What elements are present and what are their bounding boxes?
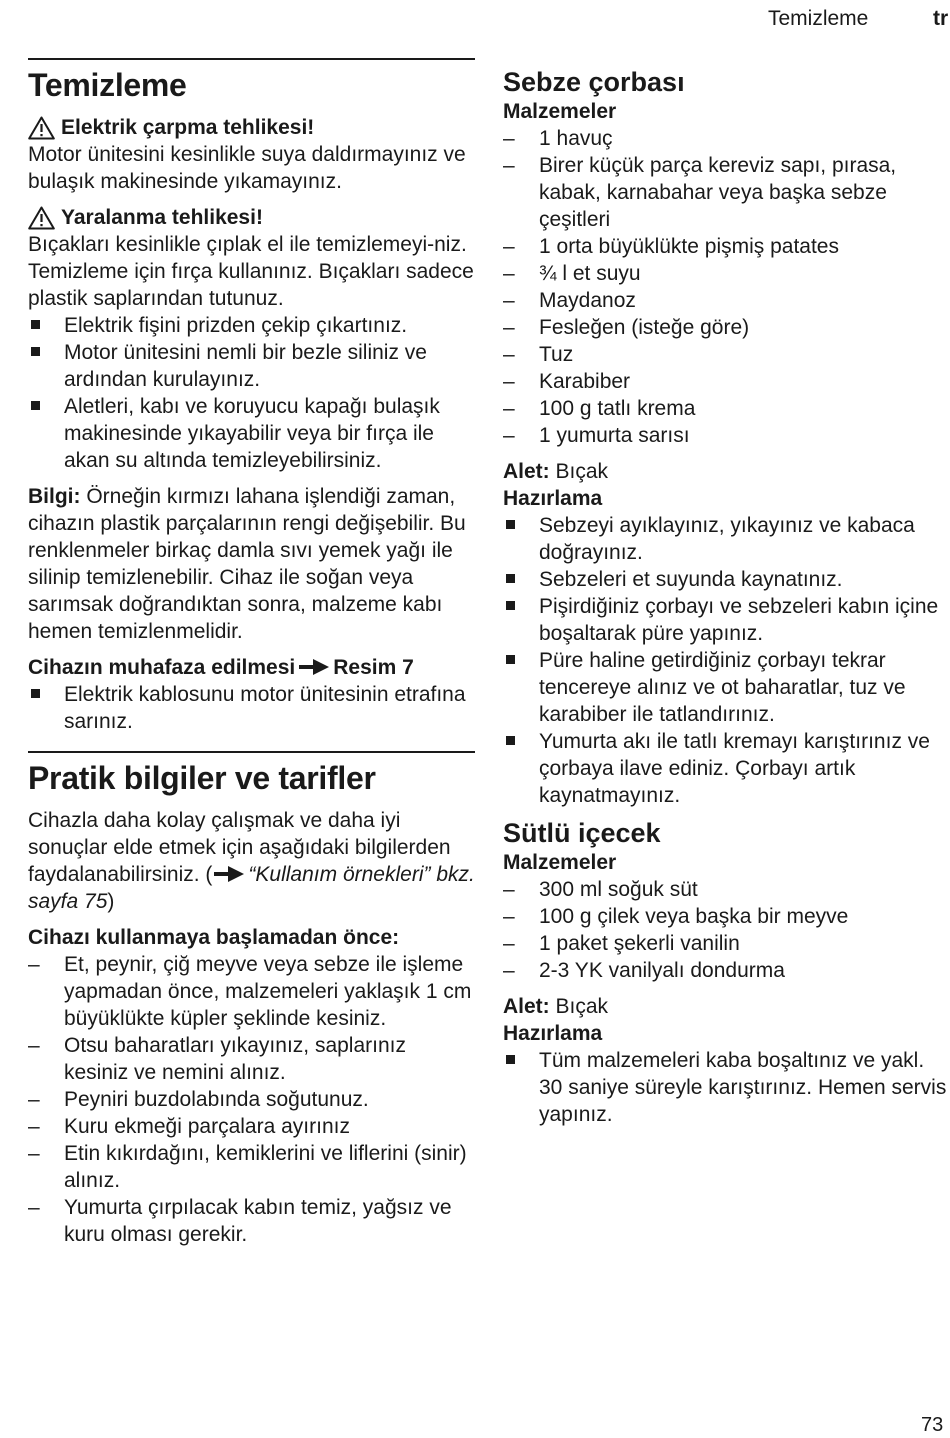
milk-drink-title: Sütlü içecek — [503, 818, 661, 848]
electric-shock-warning — [28, 114, 475, 141]
square-bullet-icon — [506, 601, 515, 610]
list-item: Elektrik fişini prizden çekip çıkartınız. — [28, 312, 475, 339]
storage-steps-list — [28, 681, 475, 735]
left-column — [28, 58, 475, 1248]
list-item: Pişirdiğiniz çorbayı ve sebzeleri kabın içine boşaltarak püre yapınız. — [503, 593, 950, 647]
list-item: – Kuru ekmeği parçalara ayırınız — [28, 1115, 350, 1138]
list-item: – Fesleğen (isteğe göre) — [503, 316, 750, 339]
list-item: Aletleri, kabı ve koruyucu kapağı bulaşık makinesinde yıkayabilir veya bir fırça ile akan su altında temizleyebilirsiniz. — [28, 393, 475, 474]
square-bullet-icon — [506, 574, 515, 583]
milk-ingredients-list — [503, 876, 950, 984]
square-bullet-icon — [506, 1055, 515, 1064]
before-use-list — [28, 951, 475, 1248]
list-item: Püre haline getirdiğiniz çorbayı tekrar tencereye alınız ve ot baharatlar, tuz ve karabiber ile tatlandırınız. — [503, 647, 950, 728]
before-use-title: Cihazı kullanmaya başlamadan önce: — [28, 926, 400, 949]
list-item: – 100 g tatlı krema — [503, 397, 696, 420]
list-item: – Birer küçük parça kereviz sapı, pırasa, kabak, karnabahar veya başka sebze çeşitleri — [503, 154, 897, 231]
header-section-title: Temizleme — [768, 7, 869, 30]
warning-title: Elektrik çarpma tehlikesi! — [61, 116, 315, 139]
page-number: 73 — [921, 1414, 944, 1436]
tips-intro: Cihazla daha kolay çalışmak ve daha iyi sonuçlar elde etmek için aşağıdaki bilgilerden faydalanabilirsiniz. ( “Kullanım örnekleri” bkz. sayfa 75) — [28, 809, 475, 913]
preparation-title: Hazırlama — [503, 487, 603, 510]
cleaning-title: Temizleme — [28, 67, 187, 103]
figure-reference: Resim 7 — [333, 656, 414, 679]
list-item: – Karabiber — [503, 370, 631, 393]
injury-warning — [28, 204, 475, 231]
list-item: – Yumurta çırpılacak kabın temiz, yağsız ve kuru olması gerekir. — [28, 1196, 452, 1246]
square-bullet-icon — [31, 320, 40, 329]
section-rule — [28, 58, 475, 60]
soup-preparation-list — [503, 512, 950, 809]
storage-title: Cihazın muhafaza edilmesi Resim 7 — [28, 656, 414, 679]
page-reference: “Kullanım örnekleri” bkz. sayfa 75 — [28, 863, 475, 913]
tool-line: Alet: Bıçak — [503, 995, 609, 1018]
square-bullet-icon — [506, 655, 515, 664]
list-item: Yumurta akı ile tatlı kremayı karıştırınız ve çorbaya ilave ediniz. Çorbayı artık kaynatmayınız. — [503, 728, 950, 809]
square-bullet-icon — [31, 347, 40, 356]
arrow-right-icon — [214, 866, 244, 882]
list-item: Sebzeleri et suyunda kaynatınız. — [503, 566, 950, 593]
list-item: Sebzeyi ayıklayınız, yıkayınız ve kabaca doğrayınız. — [503, 512, 950, 566]
list-item: – 300 ml soğuk süt — [503, 878, 698, 901]
list-item: – 1 paket şekerli vanilin — [503, 932, 740, 955]
list-item: – Maydanoz — [503, 289, 636, 312]
right-column — [503, 66, 950, 1128]
list-item: – Tuz — [503, 343, 574, 366]
warning-text: Motor ünitesini kesinlikle suya daldırmayınız ve bulaşık makinesinde yıkamayınız. — [28, 143, 466, 193]
arrow-right-icon — [299, 659, 329, 675]
section-rule — [28, 751, 475, 753]
list-item: Tüm malzemeleri kaba boşaltınız ve yakl. 30 saniye süreyle karıştırınız. Hemen servis yapınız. — [503, 1047, 950, 1128]
list-item: – Peyniri buzdolabında soğutunuz. — [28, 1088, 369, 1111]
square-bullet-icon — [31, 689, 40, 698]
square-bullet-icon — [506, 736, 515, 745]
info-note-text: Örneğin kırmızı lahana işlendiği zaman, cihazın plastik parçalarının rengi değişebilir. Bu renklenmeler birkaç damla sıvı yemek yağı ile silinip temizlenebilir. Cihaz ile soğan veya sarımsak doğrandıktan sonra, malzeme kabı hemen temizlenmelidir. — [28, 485, 466, 643]
list-item: – 2-3 YK vanilyalı dondurma — [503, 959, 785, 982]
list-item: – 100 g çilek veya başka bir meyve — [503, 905, 849, 928]
warning-triangle-icon — [28, 206, 55, 230]
square-bullet-icon — [506, 520, 515, 529]
info-note — [28, 483, 475, 645]
list-item: – 1 orta büyüklükte pişmiş patates — [503, 235, 839, 258]
ingredients-title: Malzemeler — [503, 851, 617, 874]
warning-text: Bıçakları kesinlikle çıplak el ile temizlemeyi-niz. Temizleme için fırça kullanınız. Bıçakları sadece plastik saplarından tutunuz. — [28, 233, 474, 310]
list-item: – 1 yumurta sarısı — [503, 424, 690, 447]
ingredients-title: Malzemeler — [503, 100, 617, 123]
running-header — [700, 6, 950, 32]
list-item: – Etin kıkırdağını, kemiklerini ve liflerini (sinir) alınız. — [28, 1142, 467, 1192]
list-item: – 1 havuç — [503, 127, 613, 150]
list-item: Motor ünitesini nemli bir bezle siliniz ve ardından kurulayınız. — [28, 339, 475, 393]
soup-recipe-title: Sebze çorbası — [503, 67, 685, 97]
warning-triangle-icon — [28, 116, 55, 140]
header-language-code: tr — [933, 7, 949, 30]
warning-title: Yaralanma tehlikesi! — [61, 206, 263, 229]
milk-preparation-list — [503, 1047, 950, 1128]
list-item: – Et, peynir, çiğ meyve veya sebze ile işleme yapmadan önce, malzemeleri yaklaşık 1 cm büyüklükte küpler şeklinde kesiniz. — [28, 953, 472, 1030]
tips-title: Pratik bilgiler ve tarifler — [28, 760, 376, 796]
list-item: Elektrik kablosunu motor ünitesinin etrafına sarınız. — [28, 681, 475, 735]
list-item: – ¾ l et suyu — [503, 262, 641, 285]
list-item: – Otsu baharatları yıkayınız, saplarınız kesiniz ve nemini alınız. — [28, 1034, 406, 1084]
preparation-title: Hazırlama — [503, 1022, 603, 1045]
square-bullet-icon — [31, 401, 40, 410]
cleaning-steps-list — [28, 312, 475, 474]
info-note-label: Bilgi: — [28, 485, 81, 508]
soup-ingredients-list — [503, 125, 950, 449]
tool-line: Alet: Bıçak — [503, 460, 609, 483]
